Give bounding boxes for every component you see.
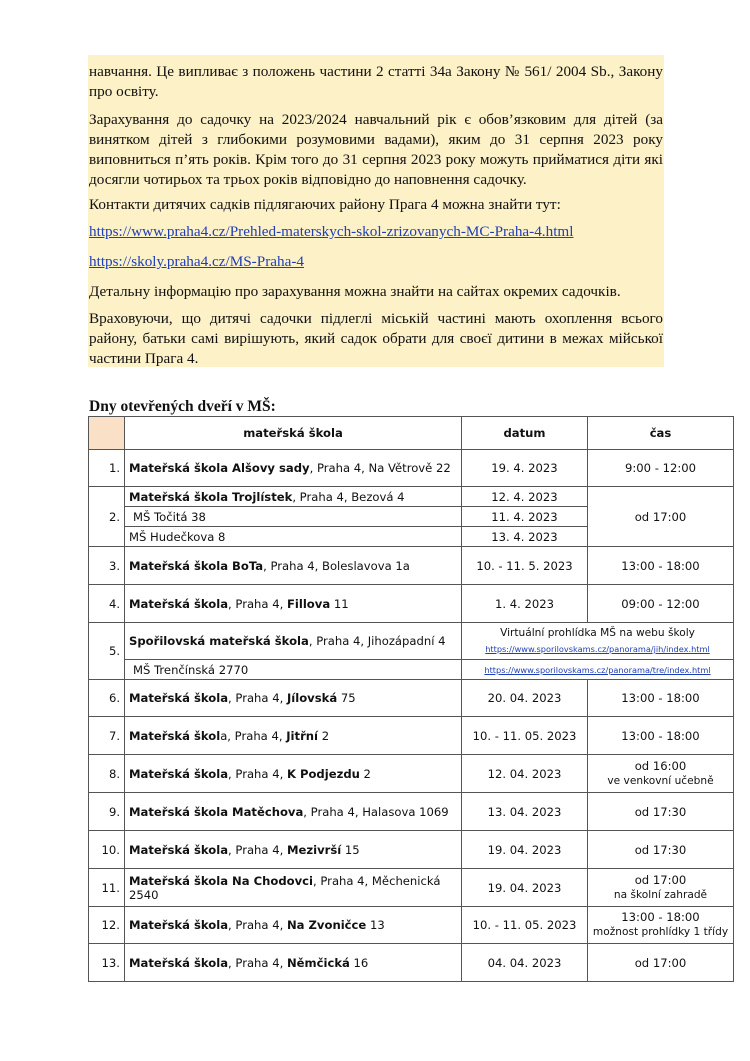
virtual-tour-label: Virtuální prohlídka MŠ na webu školy xyxy=(500,627,695,639)
table-row xyxy=(89,585,734,623)
school-name: Mateřská škola Matěchova, Praha 4, Halasova 1069 xyxy=(125,793,462,831)
date-cell: 19. 4. 2023 xyxy=(462,450,588,487)
row-number: 4. xyxy=(89,585,125,623)
date-cell: 13. 4. 2023 xyxy=(462,527,588,547)
date-cell: 04. 04. 2023 xyxy=(462,944,588,982)
paragraph-2: Зарахування до садочку на 2023/2024 навчальний рік є обов’язковим для дітей (за винятком дітей з глибокими розумовими вадами), яким до 31 серпня 2023 року виповниться п’ять років. Крім того до 31 серпня 2023 року можуть прийматися діти які досягли чотирьох та трьох років відповідно до наповнення садочку. xyxy=(89,111,663,188)
table-row xyxy=(89,680,734,717)
time-cell: od 17:00 na školní zahradě xyxy=(588,869,734,907)
header-date: datum xyxy=(462,417,588,450)
date-cell: 19. 04. 2023 xyxy=(462,831,588,869)
date-cell: 10. - 11. 05. 2023 xyxy=(462,717,588,755)
table-row xyxy=(89,717,734,755)
row-number: 2. xyxy=(89,487,125,547)
time-cell: 9:00 - 12:00 xyxy=(588,450,734,487)
school-name: Mateřská škola BoTa, Praha 4, Boleslavova 1a xyxy=(125,547,462,585)
date-cell: 11. 4. 2023 xyxy=(462,507,588,527)
table-header-row xyxy=(89,417,734,450)
row-number: 8. xyxy=(89,755,125,793)
row-number: 1. xyxy=(89,450,125,487)
date-cell: 12. 4. 2023 xyxy=(462,487,588,507)
table-row xyxy=(89,944,734,982)
school-name: Mateřská škola, Praha 4, Jitřní 2 xyxy=(125,717,462,755)
table-row xyxy=(89,450,734,487)
school-name: Spořilovská mateřská škola, Praha 4, Jihozápadní 4 xyxy=(125,623,462,660)
school-name: Mateřská škola, Praha 4, Na Zvoničce 13 xyxy=(125,907,462,944)
table-row xyxy=(89,907,734,944)
table-row xyxy=(89,547,734,585)
time-cell: od 17:30 xyxy=(588,793,734,831)
time-cell: od 16:00 ve venkovní učebně xyxy=(588,755,734,793)
table-subrow xyxy=(89,660,734,680)
table-row xyxy=(89,831,734,869)
row-number: 12. xyxy=(89,907,125,944)
row-number: 10. xyxy=(89,831,125,869)
table-row xyxy=(89,487,734,507)
time-cell: 13:00 - 18:00 možnost prohlídky 1 třídy xyxy=(588,907,734,944)
time-cell: od 17:00 xyxy=(588,944,734,982)
time-cell: 13:00 - 18:00 xyxy=(588,680,734,717)
row-number: 6. xyxy=(89,680,125,717)
virtual-tour-link-tre[interactable]: https://www.sporilovskams.cz/panorama/tre/index.html xyxy=(484,664,711,675)
table-row xyxy=(89,869,734,907)
praha4-ms-list-link[interactable]: https://www.praha4.cz/Prehled-materskych-skol-zrizovanych-MC-Praha-4.html xyxy=(89,223,574,240)
row-number: 3. xyxy=(89,547,125,585)
date-cell: 10. - 11. 05. 2023 xyxy=(462,907,588,944)
school-branch: MŠ Trenčínská 2770 xyxy=(125,660,462,680)
school-branch: MŠ Točitá 38 xyxy=(125,507,462,527)
table-row xyxy=(89,623,734,660)
time-cell: od 17:30 xyxy=(588,831,734,869)
school-name: Mateřská škola Trojlístek, Praha 4, Bezová 4 xyxy=(125,487,462,507)
school-name: Mateřská škola Alšovy sady, Praha 4, Na Větrově 22 xyxy=(125,450,462,487)
paragraph-link-2 xyxy=(89,252,663,272)
date-cell: 20. 04. 2023 xyxy=(462,680,588,717)
date-cell: 12. 04. 2023 xyxy=(462,755,588,793)
header-time: čas xyxy=(588,417,734,450)
time-cell: 13:00 - 18:00 xyxy=(588,717,734,755)
paragraph-5: Враховуючи, що дитячі садочки підлеглі міській частині мають охоплення всього району, батьки самі вирішують, який садок обрати для своєї дитини в межах мійської частини Прага 4. xyxy=(89,310,663,367)
table-row xyxy=(89,755,734,793)
school-name: Mateřská škola Na Chodovci, Praha 4, Měchenická 2540 xyxy=(125,869,462,907)
virtual-tour-cell xyxy=(462,623,734,660)
school-name: Mateřská škola, Praha 4, Mezivrší 15 xyxy=(125,831,462,869)
school-name: Mateřská škola, Praha 4, Jílovská 75 xyxy=(125,680,462,717)
row-number: 9. xyxy=(89,793,125,831)
date-cell: 10. - 11. 5. 2023 xyxy=(462,547,588,585)
open-days-table xyxy=(88,416,734,982)
paragraph-1: навчання. Це випливає з положень частини 2 статті 34а Закону № 561/ 2004 Sb., Закону про освіту. xyxy=(89,63,663,100)
school-name: Mateřská škola, Praha 4, K Podjezdu 2 xyxy=(125,755,462,793)
paragraph-4: Детальну інформацію про зарахування можна знайти на сайтах окремих садочків. xyxy=(89,283,621,300)
header-school: mateřská škola xyxy=(125,417,462,450)
table-row xyxy=(89,793,734,831)
row-number: 11. xyxy=(89,869,125,907)
date-cell: 13. 04. 2023 xyxy=(462,793,588,831)
school-name: Mateřská škola, Praha 4, Němčická 16 xyxy=(125,944,462,982)
time-cell: 13:00 - 18:00 xyxy=(588,547,734,585)
date-cell: 1. 4. 2023 xyxy=(462,585,588,623)
skoly-praha4-link[interactable]: https://skoly.praha4.cz/MS-Praha-4 xyxy=(89,253,304,270)
row-number: 5. xyxy=(89,623,125,680)
paragraph-link-1 xyxy=(89,222,663,242)
virtual-tour-cell xyxy=(462,660,734,680)
school-name: Mateřská škola, Praha 4, Fillova 11 xyxy=(125,585,462,623)
header-number-cell xyxy=(89,417,125,450)
open-days-heading: Dny otevřených dveří v MŠ: xyxy=(89,398,276,415)
row-number: 13. xyxy=(89,944,125,982)
virtual-tour-link-jih[interactable]: https://www.sporilovskams.cz/panorama/jih/index.html xyxy=(485,644,710,654)
time-cell: od 17:00 xyxy=(588,487,734,547)
row-number: 7. xyxy=(89,717,125,755)
paragraph-3: Контакти дитячих садків підлягаючих району Прага 4 можна знайти тут: xyxy=(89,196,561,213)
school-branch: MŠ Hudečkova 8 xyxy=(125,527,462,547)
date-cell: 19. 04. 2023 xyxy=(462,869,588,907)
time-cell: 09:00 - 12:00 xyxy=(588,585,734,623)
